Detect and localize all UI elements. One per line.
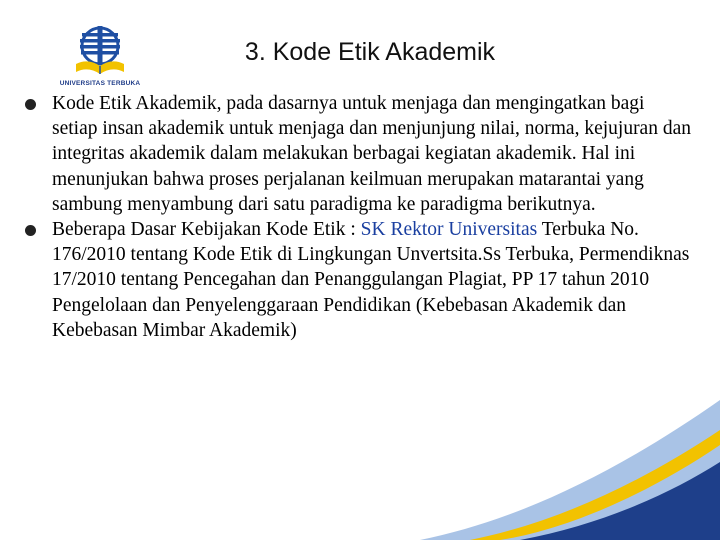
- bullet-highlight: SK Rektor Universitas: [360, 219, 538, 241]
- bullet-item-2: [22, 217, 692, 343]
- bullet-item-1: [22, 91, 692, 217]
- logo: [58, 22, 142, 92]
- bullet-list: [22, 91, 692, 343]
- bullet-dot-icon: [25, 225, 36, 236]
- bullet-lead: Beberapa Dasar Kebijakan Kode Etik :: [52, 219, 361, 241]
- bullet-text: Kode Etik Akademik, pada dasarnya untuk menjaga dan mengingatkan bagi setiap insan akademik untuk menjaga dan menjunjung nilai, norma, kejujuran dan integritas akademik dalam melakukan berbagai kegiatan akademik. Hal ini menunjukan bahwa proses perjalanan keilmuan merupakan matarantai yang sambung menyambung dari satu paradigma ke paradigma berikutnya.: [52, 93, 691, 215]
- university-logo-icon: [58, 22, 142, 80]
- bullet-dot-icon: [25, 99, 36, 110]
- slide-title: 3. Kode Etik Akademik: [244, 38, 496, 66]
- bullet-rest: Terbuka No. 176/2010 tentang Kode Etik di Lingkungan Unvertsita.Ss Terbuka, Permendiknas 17/2010 tentang Pencegahan dan Penanggulangan Plagiat, PP 17 tahun 2010 Pengelolaan dan Penyelenggaraan Pendidikan (Kebebasan Akademik dan Kebebasan Mimbar Akademik): [52, 219, 690, 341]
- logo-caption: UNIVERSITAS TERBUKA: [59, 80, 141, 87]
